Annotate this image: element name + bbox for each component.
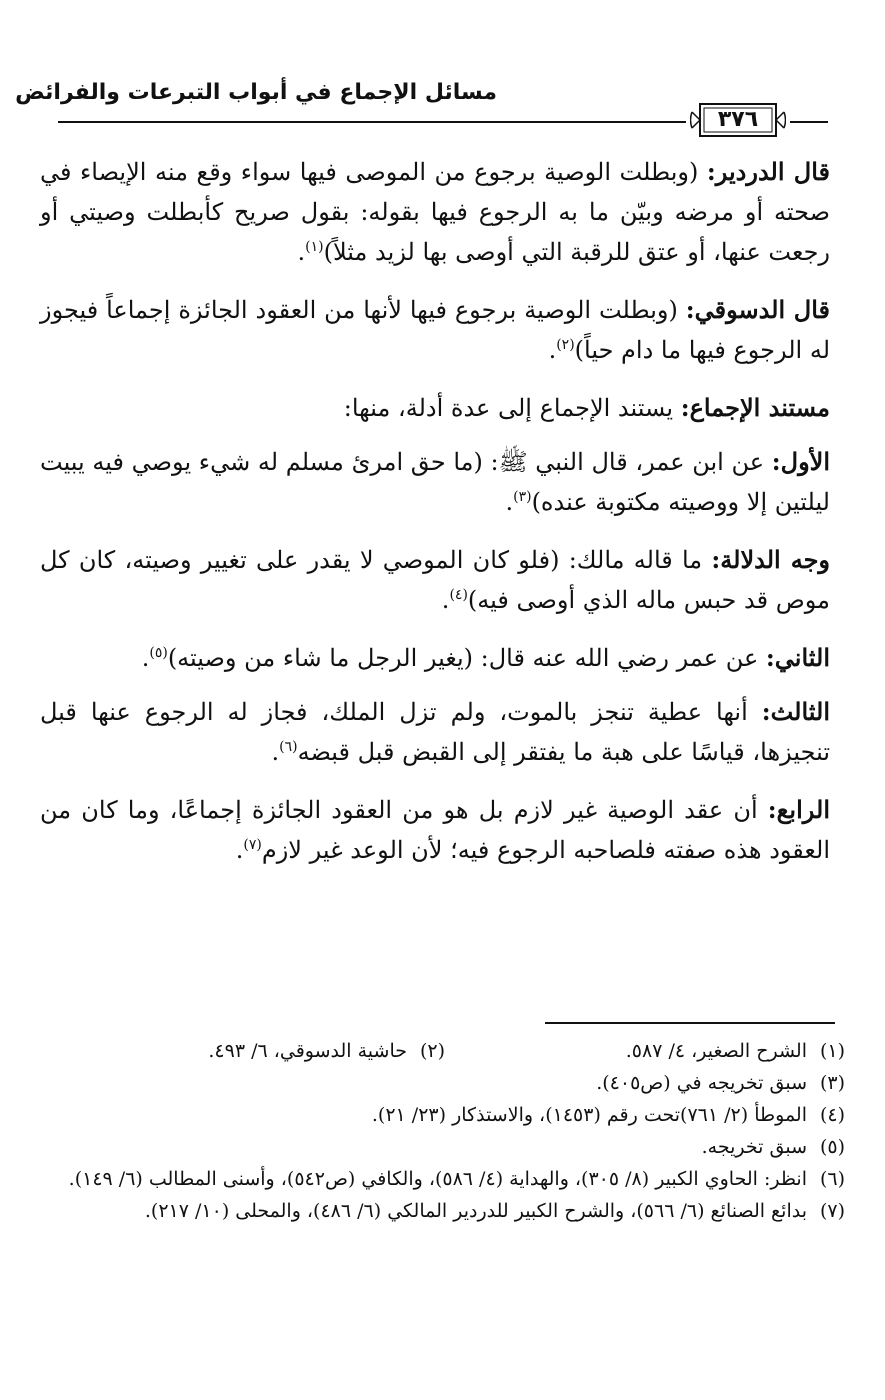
footnote-ref: (٣) — [513, 489, 532, 505]
running-title: مسائل الإجماع في أبواب التبرعات والفرائض — [15, 80, 497, 105]
paragraph-text: (وبطلت الوصية برجوع من الموصى فيها سواء وقع منه الإيصاء في صحته أو مرضه وبيّن ما به الرجوع فيها بقوله: بقول صريح كأبطلت وصيتي أو رجعت عنها، أو عتق للرقبة التي أوصى بها لزيد مثلاً) — [40, 158, 830, 266]
paragraph-text: يستند الإجماع إلى عدة أدلة، منها: — [343, 394, 681, 422]
footnote-row-pair — [45, 1035, 845, 1067]
footnote-text: بدائع الصنائع (٦/ ٥٦٦)، والشرح الكبير للدردير المالكي (٦/ ٤٨٦)، والمحلى (١٠/ ٢١٧). — [144, 1200, 807, 1222]
paragraph-third: الثالث: أنها عطية تنجز بالموت، ولم تزل الملك، فجاز له الرجوع عنها قبل تنجيزها، قياسًا على هبة ما يفتقر إلى القبض قبل قبضه$^{(٦)}$. — [40, 697, 830, 766]
header-rule-left — [58, 121, 686, 123]
paragraph-basis — [40, 388, 830, 428]
footnote-item — [45, 1163, 845, 1195]
footnote-ref: (٧) — [243, 837, 262, 853]
paragraph-text: أنها عطية تنجز بالموت، ولم تزل الملك، فجاز له الرجوع عنها قبل تنجيزها، قياسًا على هبة ما يفتقر إلى القبض قبل قبضه — [40, 698, 830, 766]
footnote-number: (٧) — [819, 1200, 845, 1222]
paragraph-label: الثاني: — [765, 643, 830, 672]
footnote-item — [45, 1099, 845, 1131]
paragraph-label: قال الدردير: — [706, 157, 830, 186]
paragraph-fourth: الرابع: أن عقد الوصية غير لازم بل هو من العقود الجائزة إجماعًا، وما كان من العقود هذه صفته فلصاحبه الرجوع فيه؛ لأن الوعد غير لازم$^{(٧)}$. — [40, 795, 830, 864]
page-number: ٣٧٦ — [717, 107, 759, 132]
footnote-separator — [545, 1022, 835, 1024]
paragraph-text: عن ابن عمر، قال النبي ﷺ: (ما حق امرئ مسلم له شيء يوصي فيه يبيت ليلتين إلا ووصيته مكتوبة عنده) — [40, 448, 830, 516]
footnote-ref: (٢) — [556, 337, 575, 353]
footnote-text: سبق تخريجه في (ص٤٠٥). — [596, 1072, 807, 1094]
footnote-ref: (٥) — [149, 645, 168, 661]
paragraph-label: الأول: — [771, 447, 831, 476]
footnote-item — [45, 1067, 845, 1099]
footnote-item — [445, 1035, 845, 1067]
footnote-number: (٣) — [819, 1072, 845, 1094]
footnote-text: انظر: الحاوي الكبير (٨/ ٣٠٥)، والهداية (٤/ ٥٨٦)، والكافي (ص٥٤٢)، وأسنى المطالب (٦/ ١٤٩). — [68, 1168, 807, 1190]
paragraph-dardir: قال الدردير: (وبطلت الوصية برجوع من الموصى فيها سواء وقع منه الإيصاء في صحته أو مرضه وبيّن ما به الرجوع فيها بقوله: بقول صريح كأبطلت وصيتي أو رجعت عنها، أو عتق للرقبة التي أوصى بها لزيد مثلاً)$^{(١)}$. — [40, 157, 830, 266]
footnote-text: حاشية الدسوقي، ٦/ ٤٩٣. — [208, 1040, 407, 1062]
paragraph-label: مستند الإجماع: — [680, 393, 830, 422]
paragraph-text: (وبطلت الوصية برجوع فيها لأنها من العقود الجائزة إجماعاً فيجوز له الرجوع فيها ما دام حياً) — [40, 296, 830, 364]
footnote-item — [45, 1035, 445, 1067]
paragraph-evidence: وجه الدلالة: ما قاله مالك: (فلو كان الموصي لا يقدر على تغيير وصيته، كان كل موص قد حبس ماله الذي أوصى فيه)$^{(٤)}$. — [40, 545, 831, 614]
header-rule-right — [790, 121, 828, 123]
paragraph-second: الثاني: عن عمر رضي الله عنه قال: (يغير الرجل ما شاء من وصيته)$^{(٥)}$. — [141, 643, 830, 672]
footnote-number: (١) — [819, 1040, 845, 1062]
main-text — [40, 152, 830, 888]
footnote-text: الشرح الصغير، ٤/ ٥٨٧. — [625, 1040, 807, 1062]
footnotes — [45, 1035, 845, 1227]
paragraph-label: الثالث: — [761, 697, 830, 726]
footnote-number: (٦) — [819, 1168, 845, 1190]
footnote-number: (٤) — [819, 1104, 845, 1126]
footnote-ref: (٤) — [449, 587, 468, 603]
footnote-text: سبق تخريجه. — [701, 1136, 807, 1158]
paragraph-dasuqi: قال الدسوقي: (وبطلت الوصية برجوع فيها لأنها من العقود الجائزة إجماعاً فيجوز له الرجوع فيها ما دام حياً)$^{(٢)}$. — [40, 295, 831, 364]
page-number-frame — [690, 100, 786, 140]
paragraph-label: قال الدسوقي: — [685, 295, 831, 324]
paragraph-first: الأول: عن ابن عمر، قال النبي ﷺ: (ما حق امرئ مسلم له شيء يوصي فيه يبيت ليلتين إلا ووصيته مكتوبة عنده)$^{(٣)}$. — [40, 447, 831, 516]
paragraph-text: عن عمر رضي الله عنه قال: (يغير الرجل ما شاء من وصيته) — [167, 644, 766, 672]
footnote-number: (٢) — [419, 1040, 445, 1062]
paragraph-label: الرابع: — [767, 795, 830, 824]
footnote-ref: (١) — [305, 239, 324, 255]
paragraph-label: وجه الدلالة: — [711, 545, 831, 574]
footnote-item — [45, 1195, 845, 1227]
paragraph-text: أن عقد الوصية غير لازم بل هو من العقود الجائزة إجماعًا، وما كان من العقود هذه صفته فلصاحبه الرجوع فيه؛ لأن الوعد غير لازم — [40, 796, 830, 864]
footnote-text: الموطأ (٢/ ٧٦١)تحت رقم (١٤٥٣)، والاستذكار (٢٣/ ٢١). — [371, 1104, 807, 1126]
paragraph-text: ما قاله مالك: (فلو كان الموصي لا يقدر على تغيير وصيته، كان كل موص قد حبس ماله الذي أوصى فيه) — [40, 546, 830, 614]
footnote-item — [45, 1131, 845, 1163]
footnote-number: (٥) — [819, 1136, 845, 1158]
footnote-ref: (٦) — [279, 739, 298, 755]
